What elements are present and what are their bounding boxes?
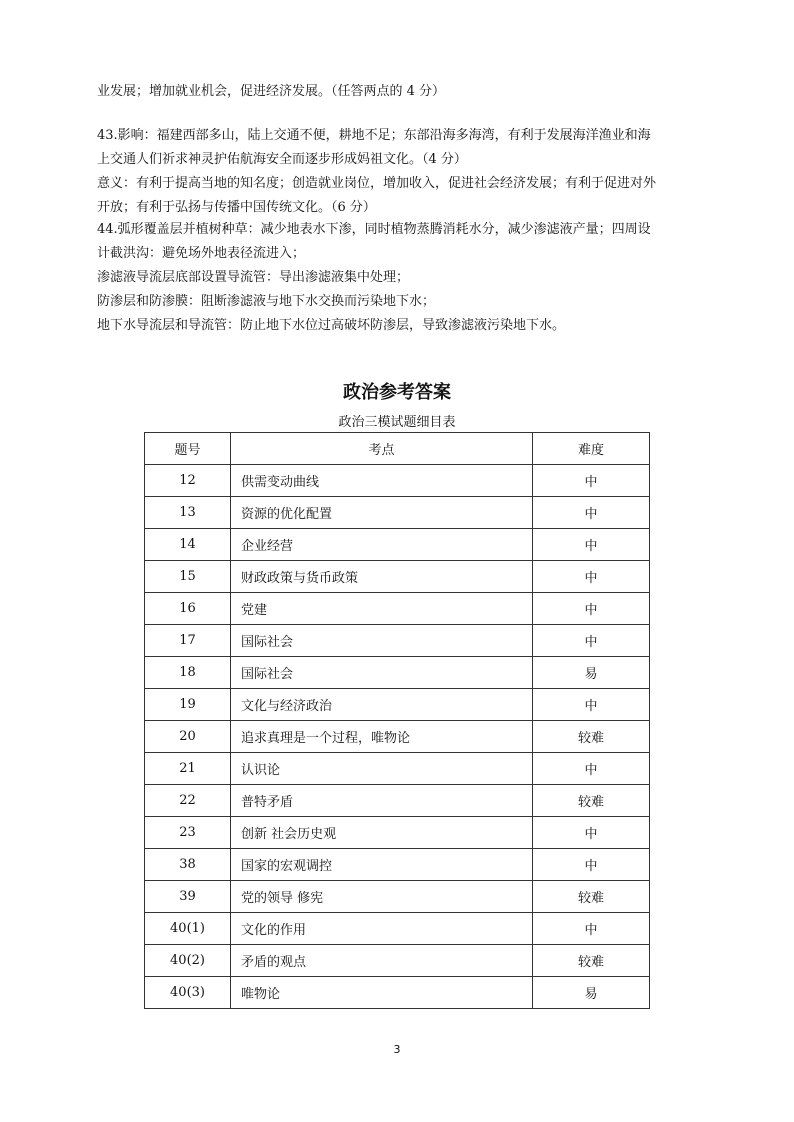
cell-question-number: 17 xyxy=(145,625,231,657)
cell-question-number: 40(1) xyxy=(145,913,231,945)
cell-difficulty: 中 xyxy=(532,497,649,529)
cell-topic: 认识论 xyxy=(231,753,533,785)
cell-question-number: 39 xyxy=(145,881,231,913)
cell-question-number: 14 xyxy=(145,529,231,561)
cell-question-number: 19 xyxy=(145,689,231,721)
table-row xyxy=(145,785,650,817)
table-row xyxy=(145,913,650,945)
cell-question-number: 18 xyxy=(145,657,231,689)
table-caption: 政治三模试题细目表 xyxy=(338,415,456,430)
table-row xyxy=(145,561,650,593)
cell-difficulty: 中 xyxy=(532,561,649,593)
cell-topic: 企业经营 xyxy=(231,529,533,561)
header-question-number: 题号 xyxy=(145,433,231,465)
header-difficulty: 难度 xyxy=(532,433,649,465)
cell-topic: 党的领导 修宪 xyxy=(231,881,533,913)
cell-question-number: 22 xyxy=(145,785,231,817)
cell-topic: 国际社会 xyxy=(231,657,533,689)
table-row xyxy=(145,529,650,561)
cell-topic: 唯物论 xyxy=(231,977,533,1009)
table-row xyxy=(145,945,650,977)
table-row xyxy=(145,721,650,753)
table-row xyxy=(145,977,650,1009)
cell-question-number: 40(3) xyxy=(145,977,231,1009)
answer-line: 防渗层和防渗膜：阻断渗滤液与地下水交换而污染地下水； xyxy=(97,294,436,309)
cell-topic: 资源的优化配置 xyxy=(231,497,533,529)
cell-question-number: 23 xyxy=(145,817,231,849)
section-title: 政治参考答案 xyxy=(343,382,451,403)
table-row xyxy=(145,465,650,497)
cell-topic: 国际社会 xyxy=(231,625,533,657)
cell-topic: 文化与经济政治 xyxy=(231,689,533,721)
table-row xyxy=(145,753,650,785)
cell-difficulty: 易 xyxy=(532,657,649,689)
answer-prev-tail xyxy=(97,80,707,104)
cell-question-number: 13 xyxy=(145,497,231,529)
cell-difficulty: 中 xyxy=(532,529,649,561)
cell-question-number: 16 xyxy=(145,593,231,625)
table-row xyxy=(145,657,650,689)
cell-topic: 创新 社会历史观 xyxy=(231,817,533,849)
answer-line: 上交通人们祈求神灵护佑航海安全而逐步形成妈祖文化。（4 分） xyxy=(97,152,467,167)
cell-question-number: 12 xyxy=(145,465,231,497)
cell-question-number: 40(2) xyxy=(145,945,231,977)
answer-line: 44.弧形覆盖层并植树种草：减少地表水下渗，同时植物蒸腾消耗水分，减少渗滤液产量；四周设 xyxy=(97,222,651,237)
answer-line: 43.影响：福建西部多山，陆上交通不便，耕地不足；东部沿海多海湾，有利于发展海洋渔业和海 xyxy=(97,128,651,143)
cell-topic: 普特矛盾 xyxy=(231,785,533,817)
cell-difficulty: 中 xyxy=(532,817,649,849)
cell-difficulty: 易 xyxy=(532,977,649,1009)
answer-43 xyxy=(97,124,707,220)
table-row xyxy=(145,625,650,657)
table-row xyxy=(145,817,650,849)
cell-difficulty: 中 xyxy=(532,465,649,497)
table-row xyxy=(145,689,650,721)
answer-44 xyxy=(97,218,707,338)
cell-topic: 财政政策与货币政策 xyxy=(231,561,533,593)
answer-line: 业发展；增加就业机会，促进经济发展。（任答两点的 4 分） xyxy=(97,84,446,99)
question-detail-table xyxy=(144,432,650,1009)
answer-line: 开放；有利于弘扬与传播中国传统文化。（6 分） xyxy=(97,200,376,215)
page-number: 3 xyxy=(393,1043,401,1056)
cell-difficulty: 中 xyxy=(532,913,649,945)
answer-line: 地下水导流层和导流管：防止地下水位过高破坏防渗层，导致渗滤液污染地下水。 xyxy=(97,318,566,333)
cell-question-number: 15 xyxy=(145,561,231,593)
cell-topic: 国家的宏观调控 xyxy=(231,849,533,881)
table-row xyxy=(145,593,650,625)
cell-difficulty: 中 xyxy=(532,753,649,785)
cell-topic: 矛盾的观点 xyxy=(231,945,533,977)
table-row xyxy=(145,849,650,881)
cell-topic: 追求真理是一个过程，唯物论 xyxy=(231,721,533,753)
cell-question-number: 38 xyxy=(145,849,231,881)
cell-question-number: 20 xyxy=(145,721,231,753)
answer-line: 意义：有利于提高当地的知名度；创造就业岗位，增加收入，促进社会经济发展；有利于促进对外 xyxy=(97,176,657,191)
cell-difficulty: 中 xyxy=(532,689,649,721)
cell-difficulty: 中 xyxy=(532,625,649,657)
cell-topic: 党建 xyxy=(231,593,533,625)
answer-line: 计截洪沟：避免场外地表径流进入； xyxy=(97,246,306,261)
cell-difficulty: 较难 xyxy=(532,721,649,753)
cell-difficulty: 较难 xyxy=(532,945,649,977)
cell-question-number: 21 xyxy=(145,753,231,785)
cell-difficulty: 中 xyxy=(532,593,649,625)
cell-difficulty: 较难 xyxy=(532,785,649,817)
header-topic: 考点 xyxy=(231,433,533,465)
cell-difficulty: 中 xyxy=(532,849,649,881)
table-row xyxy=(145,881,650,913)
table-header-row xyxy=(145,433,650,465)
table-row xyxy=(145,497,650,529)
answer-line: 渗滤液导流层底部设置导流管：导出渗滤液集中处理； xyxy=(97,270,410,285)
cell-topic: 供需变动曲线 xyxy=(231,465,533,497)
cell-topic: 文化的作用 xyxy=(231,913,533,945)
cell-difficulty: 较难 xyxy=(532,881,649,913)
